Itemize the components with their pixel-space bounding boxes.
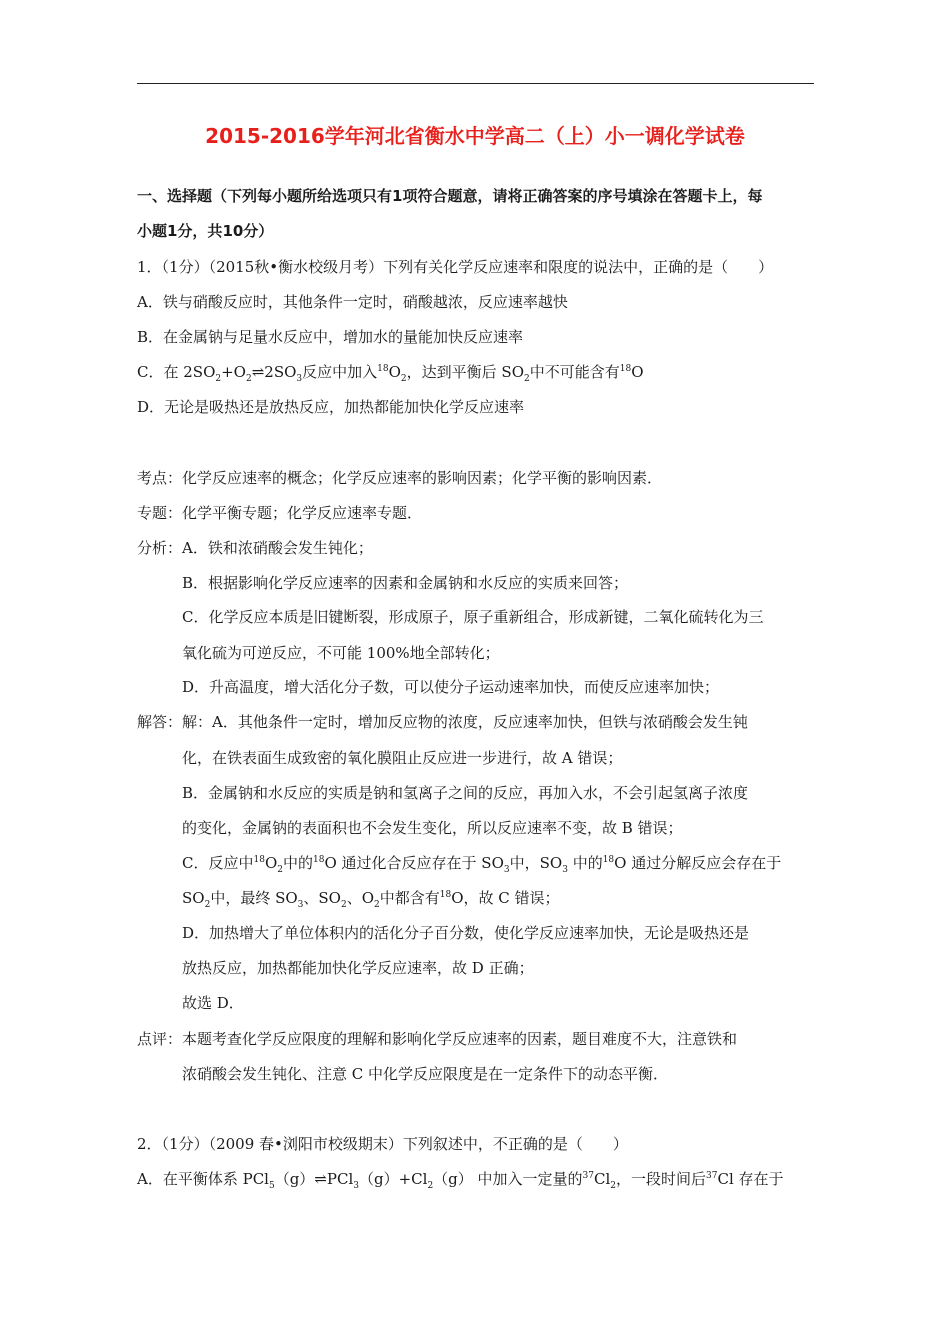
q1-zhuanti: 专题：化学平衡专题；化学反应速率专题． — [137, 504, 423, 522]
q1-kaodian: 考点：化学反应速率的概念；化学反应速率的影响因素；化学平衡的影响因素． — [137, 469, 663, 487]
q1-jieda-b1: B．金属钠和水反应的实质是钠和氢离子之间的反应，再加入水，不会引起氢离子浓度 — [182, 784, 749, 802]
q2-option-a: A．在平衡体系 $PCl_5(g)\rightleftharpoons PCl_3(g)+Cl_2(g)$ 中加入一定量的$^{37}Cl_2$，一段时间后$^{37}$Cl 存在于 — [137, 1170, 784, 1191]
q1-jieda-c2: $SO_2$中，最终 $SO_3$、$SO_2$、$O_2$中都含有$^{18}$O，故 C 错误； — [182, 889, 560, 910]
q1-option-a: A．铁与硝酸反应时，其他条件一定时，硝酸越浓，反应速率越快 — [137, 293, 568, 311]
q1-fenxi-c2: 氧化硫为可逆反应，不可能 100%地全部转化； — [182, 644, 500, 662]
q2-stem: 2．（1分）（2009 春•浏阳市校级期末）下列叙述中，不正确的是（ ） — [137, 1135, 628, 1153]
q1-fenxi-b: B．根据影响化学反应速率的因素和金属钠和水反应的实质来回答； — [182, 574, 629, 592]
q1-jieda-c1: C．反应中$^{18}O_2$中的$^{18}$O 通过化合反应存在于 $SO_3$中，$SO_3$ 中的$^{18}$O 通过分解反应会存在于 — [182, 854, 782, 875]
q1-jieda-a1: 解答：解：A．其他条件一定时，增加反应物的浓度，反应速率加快，但铁与浓硝酸会发生钝 — [137, 713, 748, 731]
q1-fenxi-d: D．升高温度，增大活化分子数，可以使分子运动速率加快，而使反应速率加快； — [182, 678, 720, 696]
q1-option-c: C．在 $2SO_2+O_2\rightleftharpoons 2SO_3$反应中加入$^{18}O_2$，达到平衡后 $SO_2$中不可能含有$^{18}$O — [137, 363, 644, 384]
q1-jieda-b2: 的变化，金属钠的表面积也不会发生变化，所以反应速率不变，故 B 错误； — [182, 819, 683, 837]
q1-dianping1: 点评：本题考查化学反应限度的理解和影响化学反应速率的因素，题目难度不大，注意铁和 — [137, 1030, 738, 1048]
q1-jieda-d1: D．加热增大了单位体积内的活化分子百分数，使化学反应速率加快，无论是吸热还是 — [182, 924, 750, 942]
q1-dianping2: 浓硝酸会发生钝化、注意 C 中化学反应限度是在一定条件下的动态平衡． — [182, 1065, 669, 1083]
q1-jieda-a2: 化，在铁表面生成致密的氧化膜阻止反应进一步进行，故 A 错误； — [182, 749, 623, 767]
section-heading-line2: 小题1分，共10分） — [137, 222, 274, 240]
q1-stem: 1．（1分）（2015秋•衡水校级月考）下列有关化学反应速率和限度的说法中，正确的是（ ） — [137, 258, 774, 276]
q1-fenxi-c1: C．化学反应本质是旧键断裂，形成原子，原子重新组合，形成新键，二氧化硫转化为三 — [182, 608, 764, 626]
q1-fenxi-a: 分析：A．铁和浓硝酸会发生钝化； — [137, 539, 373, 557]
document-title: 2015-2016学年河北省衡水中学高二（上）小一调化学试卷 — [205, 124, 745, 148]
q1-option-d: D．无论是吸热还是放热反应，加热都能加快化学反应速率 — [137, 398, 525, 416]
section-heading-line1: 一、选择题（下列每小题所给选项只有1项符合题意，请将正确答案的序号填涂在答题卡上，每 — [137, 187, 763, 205]
header-rule — [137, 83, 814, 84]
q1-jieda-d2: 放热反应，加热都能加快化学反应速率，故 D 正确； — [182, 959, 534, 977]
q1-option-b: B．在金属钠与足量水反应中，增加水的量能加快反应速率 — [137, 328, 524, 346]
q1-jieda-end: 故选 D． — [182, 994, 244, 1012]
